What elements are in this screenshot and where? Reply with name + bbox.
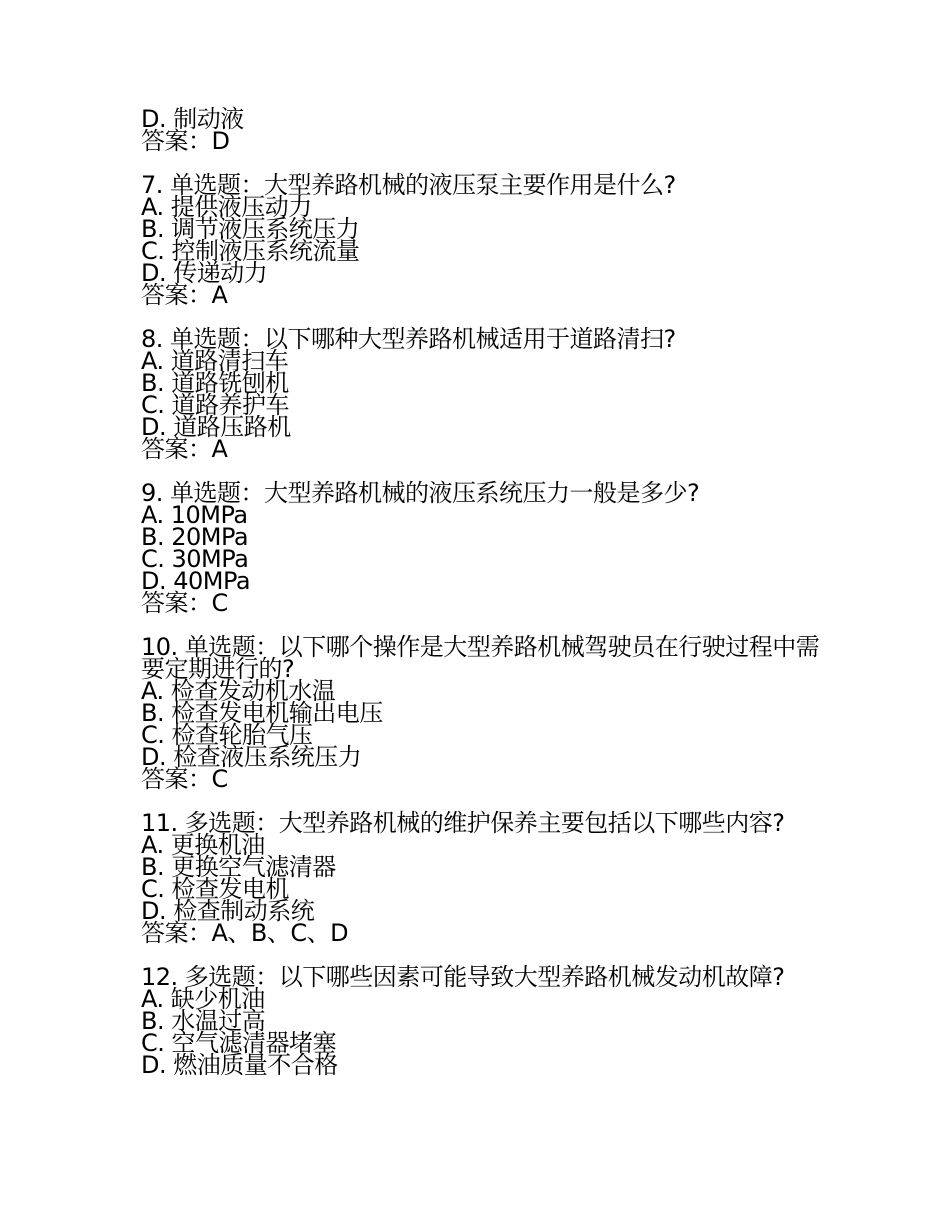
option-d: D. 检查制动系统 — [141, 897, 315, 925]
option-a: A. 缺少机油 — [141, 985, 265, 1013]
option-b: B. 20MPa — [141, 523, 249, 551]
answer: 答案：C — [141, 765, 228, 793]
option-d: D. 40MPa — [141, 567, 251, 595]
option-a: A. 检查发动机水温 — [141, 677, 336, 705]
option-d: D. 传递动力 — [141, 259, 268, 287]
option-d: D. 燃油质量不合格 — [141, 1051, 338, 1079]
option-b: B. 更换空气滤清器 — [141, 853, 336, 881]
option-c: C. 空气滤清器堵塞 — [141, 1029, 337, 1057]
question-8 — [141, 325, 821, 463]
option-c: C. 控制液压系统流量 — [141, 237, 360, 265]
option-c: C. 道路养护车 — [141, 391, 290, 419]
option-a: A. 10MPa — [141, 501, 248, 529]
question-9 — [141, 479, 821, 617]
option-d: D. 制动液 — [141, 105, 244, 133]
question-12 — [141, 963, 821, 1079]
question-10 — [141, 633, 821, 793]
option-d: D. 检查液压系统压力 — [141, 743, 362, 771]
question-title: 9. 单选题：大型养路机械的液压系统压力一般是多少? — [141, 479, 700, 507]
option-b: B. 检查发电机输出电压 — [141, 699, 383, 727]
option-a: A. 更换机油 — [141, 831, 265, 859]
question-tail — [141, 105, 821, 155]
answer: 答案：A — [141, 281, 228, 309]
answer: 答案：A — [141, 435, 228, 463]
answer: 答案：D — [141, 127, 230, 155]
question-7 — [141, 171, 821, 309]
answer: 答案：C — [141, 589, 228, 617]
option-a: A. 道路清扫车 — [141, 347, 289, 375]
question-11 — [141, 809, 821, 947]
option-d: D. 道路压路机 — [141, 413, 291, 441]
question-title: 11. 多选题：大型养路机械的维护保养主要包括以下哪些内容? — [141, 809, 785, 837]
option-c: C. 30MPa — [141, 545, 249, 573]
option-b: B. 调节液压系统压力 — [141, 215, 360, 243]
question-title: 12. 多选题：以下哪些因素可能导致大型养路机械发动机故障? — [141, 963, 785, 991]
question-title: 8. 单选题：以下哪种大型养路机械适用于道路清扫? — [141, 325, 676, 353]
option-a: A. 提供液压动力 — [141, 193, 312, 221]
option-b: B. 水温过高 — [141, 1007, 266, 1035]
option-c: C. 检查发电机 — [141, 875, 290, 903]
question-title: 10. 单选题：以下哪个操作是大型养路机械驾驶员在行驶过程中需要定期进行的? — [141, 633, 820, 683]
question-title: 7. 单选题：大型养路机械的液压泵主要作用是什么? — [141, 171, 676, 199]
option-c: C. 检查轮胎气压 — [141, 721, 313, 749]
option-b: B. 道路铣刨机 — [141, 369, 289, 397]
answer: 答案：A、B、C、D — [141, 919, 349, 947]
document-content — [141, 105, 821, 1079]
